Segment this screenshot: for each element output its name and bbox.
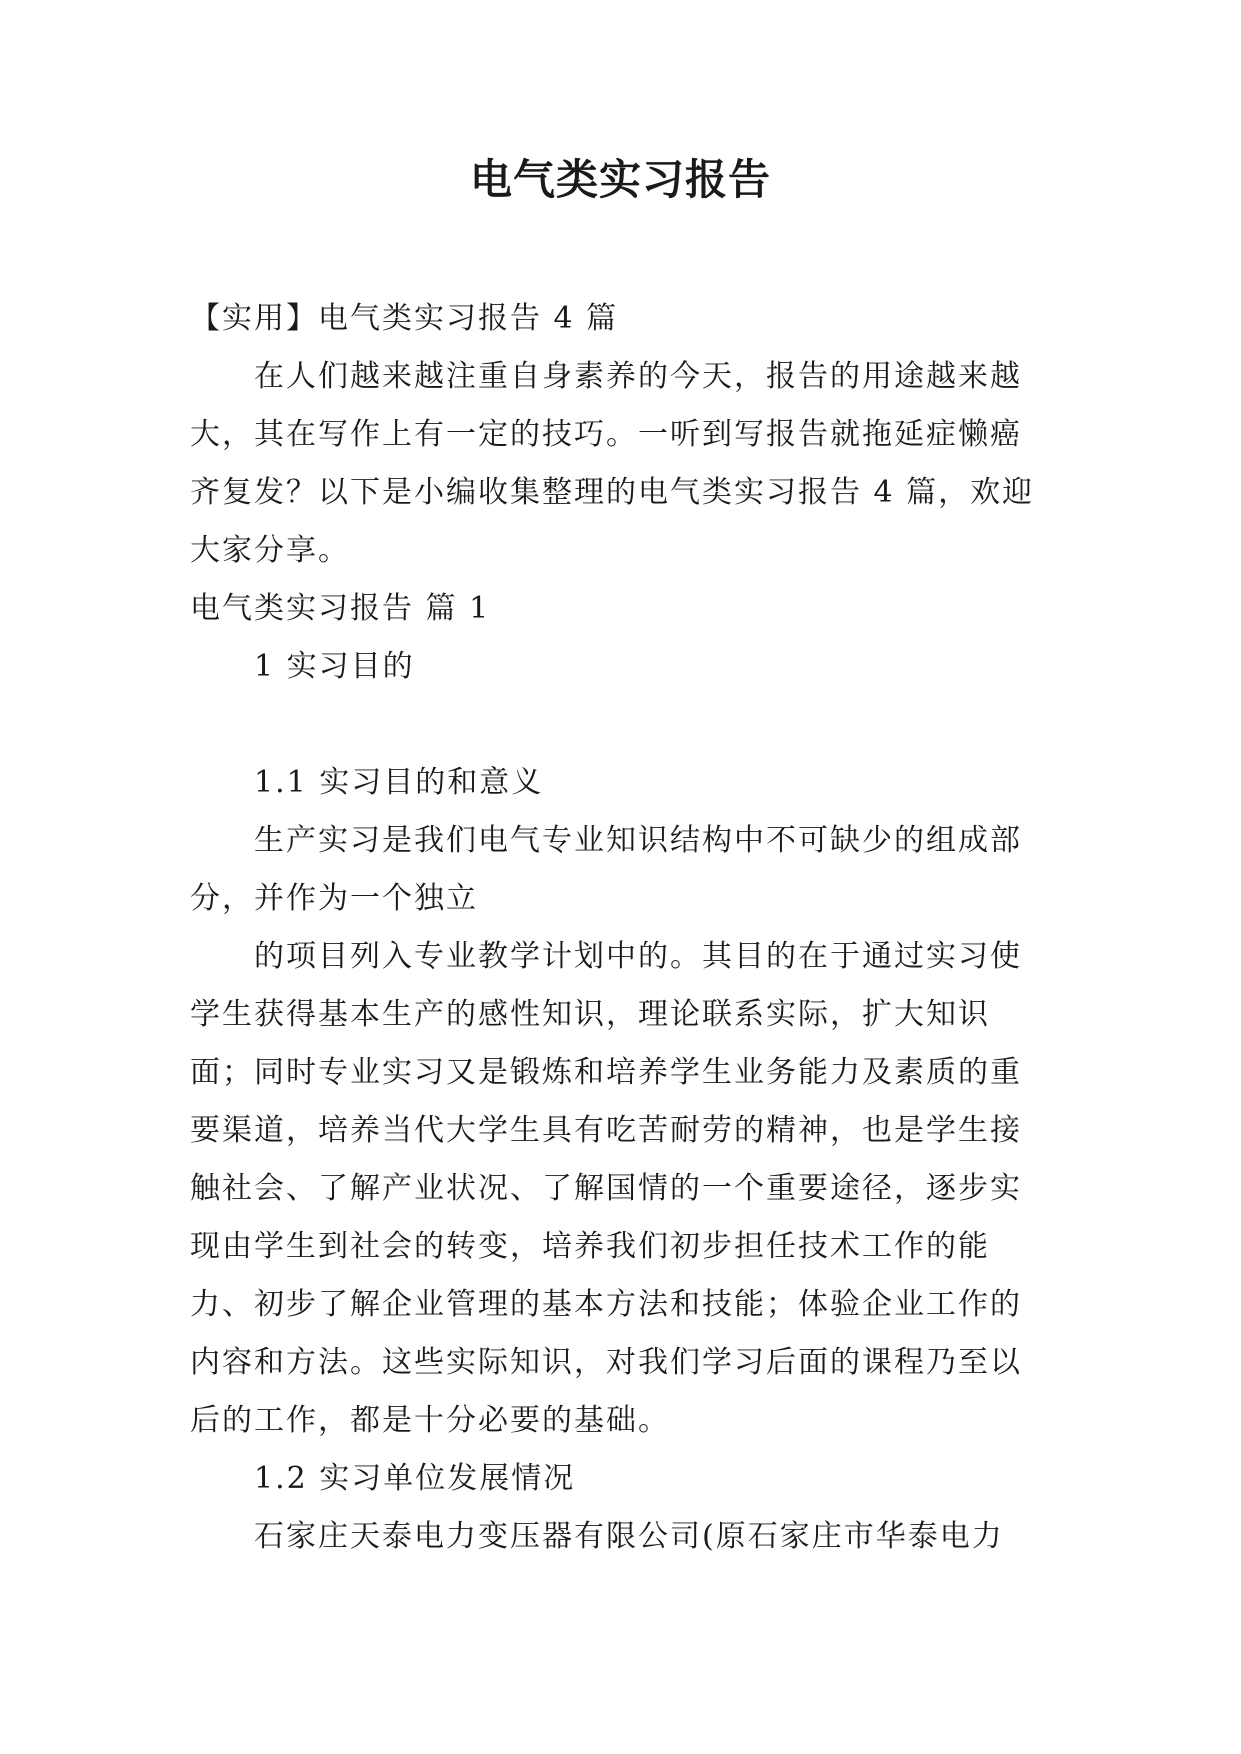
heading-1-2: 1.2 实习单位发展情况 — [254, 1461, 576, 1496]
blank-line — [190, 696, 1052, 754]
heading-1: 1 实习目的 — [254, 649, 415, 684]
paragraph-1: 生产实习是我们电气专业知识结构中不可缺少的组成部分，并作为一个独立 — [190, 823, 1022, 916]
section-title: 电气类实习报告 篇 1 — [190, 591, 491, 626]
document-body — [190, 290, 1052, 1566]
paragraph-2: 的项目列入专业教学计划中的。其目的在于通过实习使学生获得基本生产的感性知识，理论联系实际，扩大知识面；同时专业实习又是锻炼和培养学生业务能力及素质的重要渠道，培养当代大学生具有吃苦耐劳的精神，也是学生接触社会、了解产业状况、了解国情的一个重要途径，逐步实现由学生到社会的转变，培养我们初步担任技术工作的能力、初步了解企业管理的基本方法和技能；体验企业工作的内容和方法。这些实际知识，对我们学习后面的课程乃至以后的工作，都是十分必要的基础。 — [190, 939, 1022, 1438]
paragraph-3: 石家庄天泰电力变压器有限公司(原石家庄市华泰电力 — [254, 1519, 1004, 1554]
document-title: 电气类实习报告 — [469, 155, 771, 204]
intro-paragraph: 在人们越来越注重自身素养的今天，报告的用途越来越大，其在写作上有一定的技巧。一听到写报告就拖延症懒癌齐复发？以下是小编收集整理的电气类实习报告 4 篇，欢迎大家分享。 — [190, 359, 1035, 568]
heading-1-1: 1.1 实习目的和意义 — [254, 765, 544, 800]
document-subtitle: 【实用】电气类实习报告 4 篇 — [190, 301, 619, 336]
